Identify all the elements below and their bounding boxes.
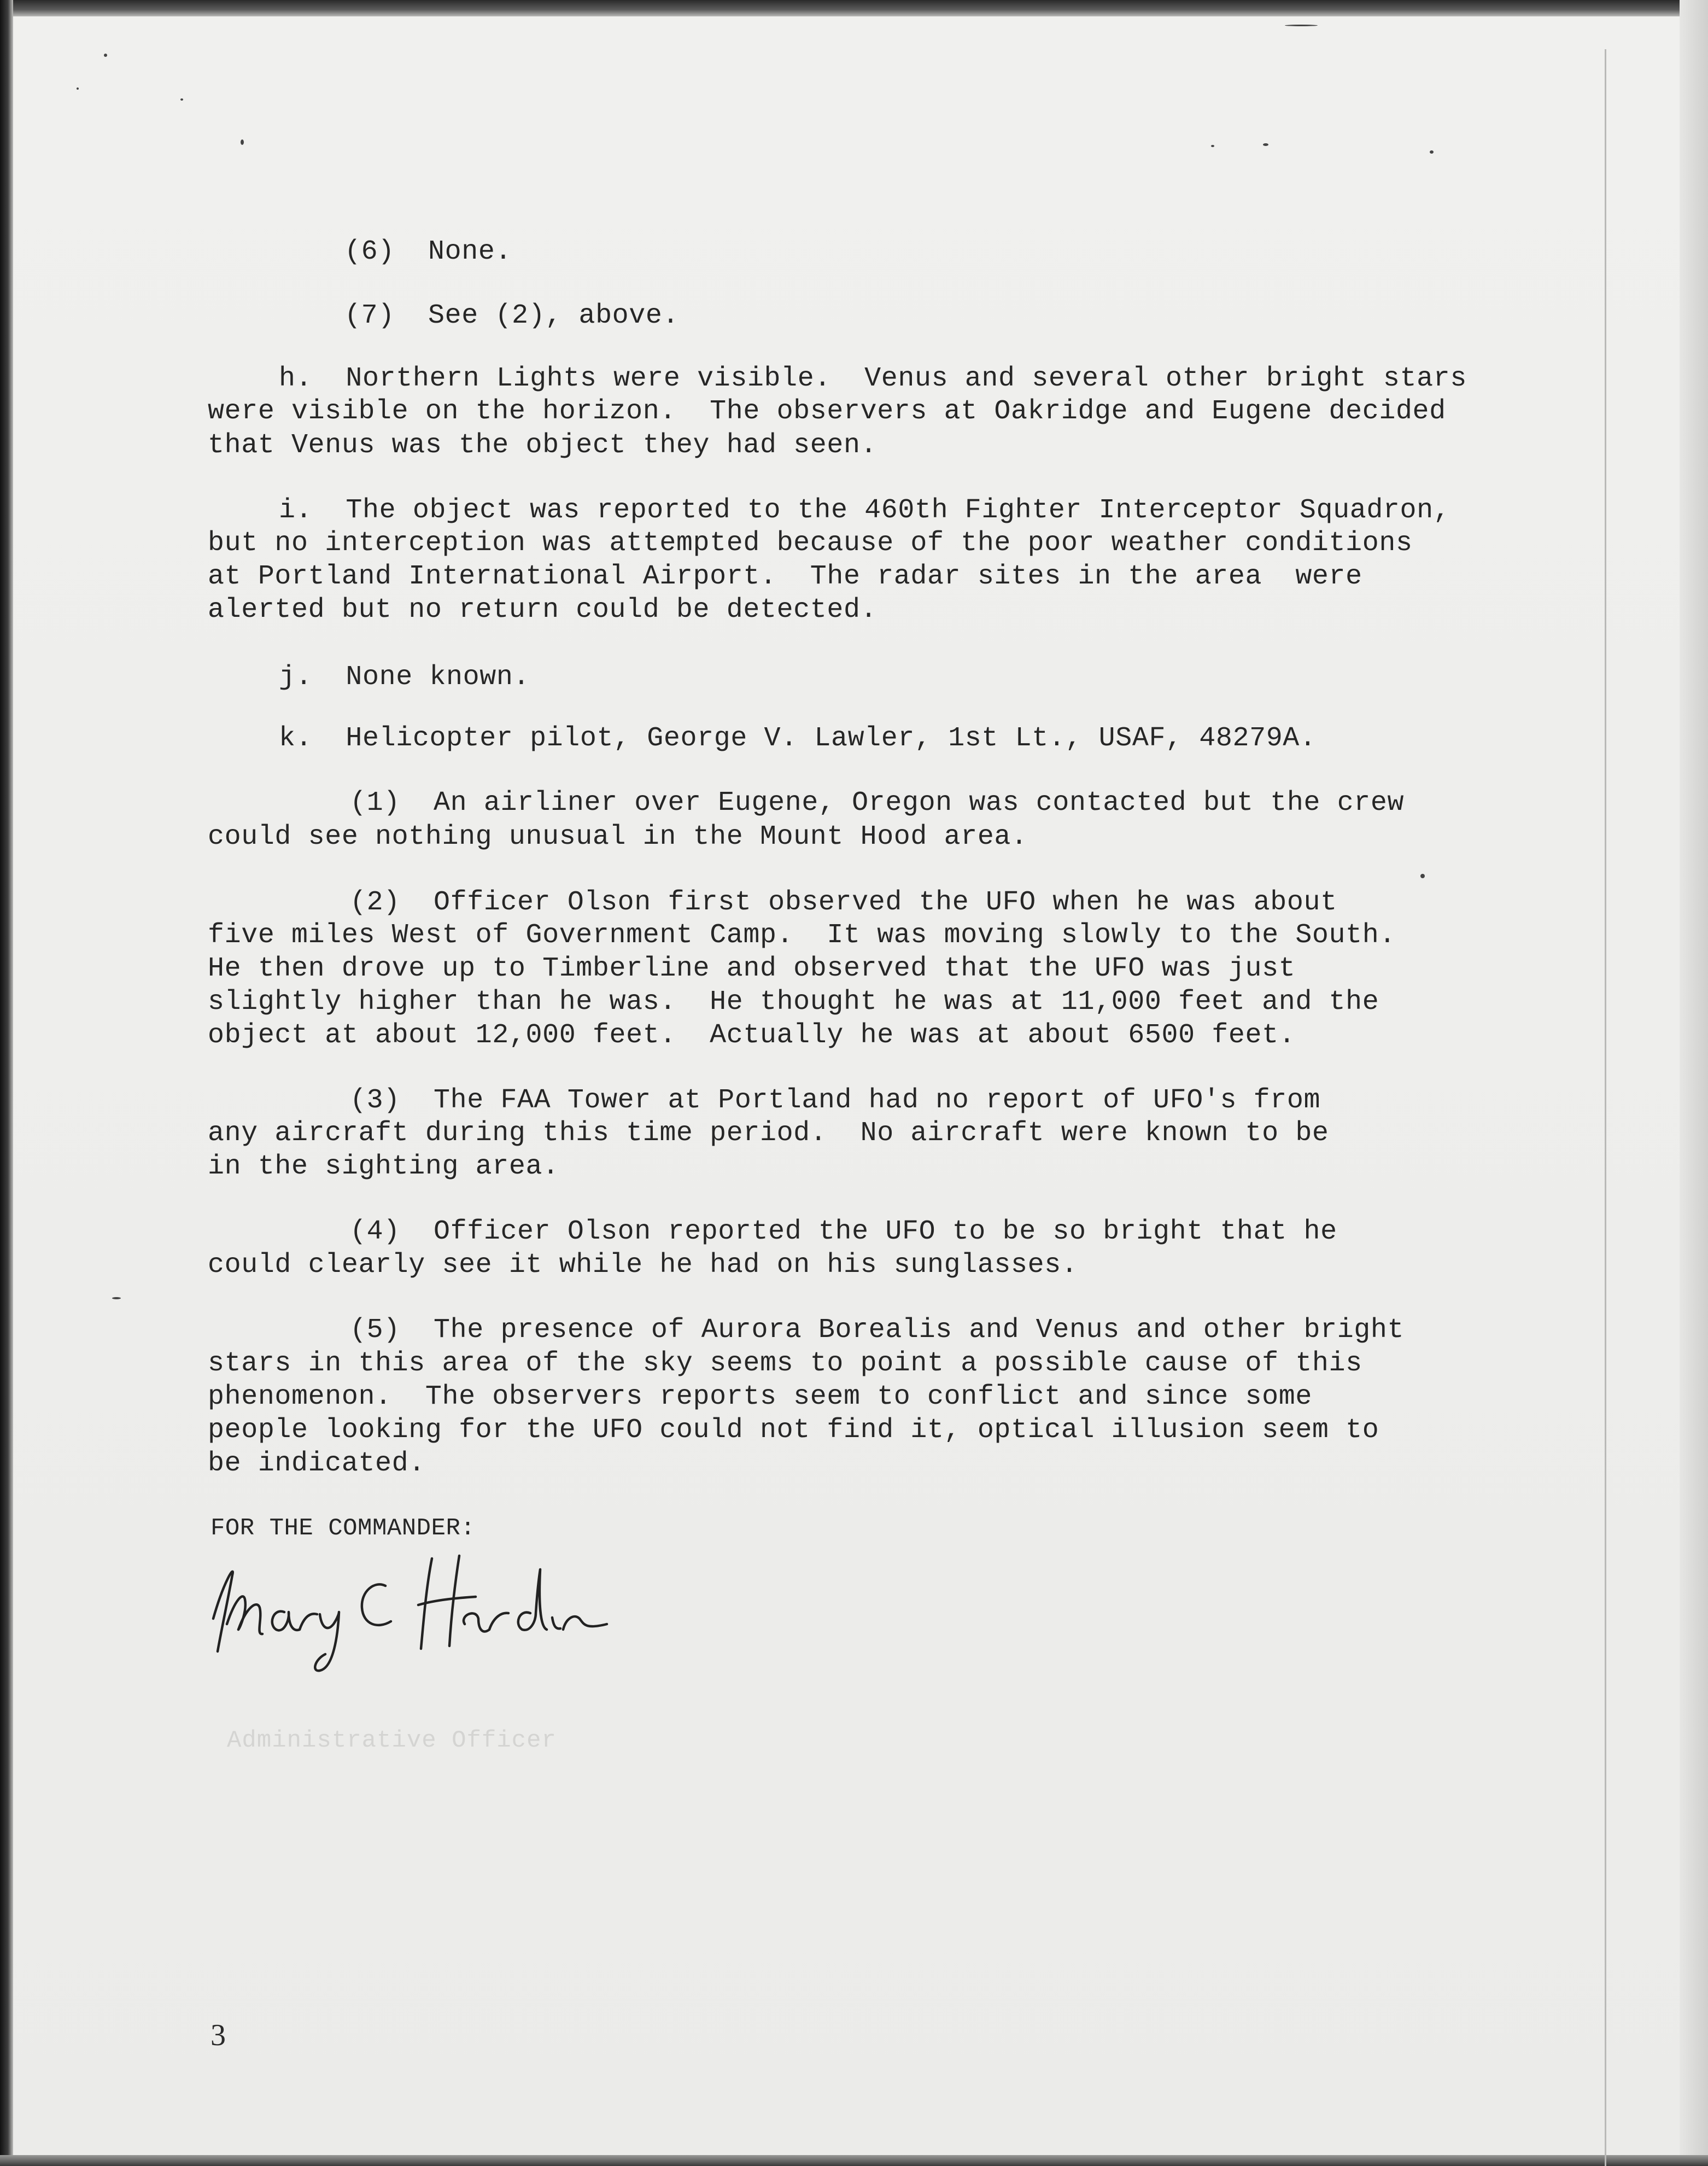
item-k3-line: any aircraft during this time period. No aircraft were known to be [208,1118,1329,1149]
item-g6: (6) None. [344,236,512,267]
fold-line [1605,49,1606,2166]
scan-edge-right [1680,0,1708,2166]
item-k4-line: could clearly see it while he had on his sunglasses. [208,1250,1078,1281]
item-k5-line: people looking for the UFO could not find it, optical illusion seem to [208,1415,1379,1446]
item-k-heading: k. Helicopter pilot, George V. Lawler, 1st Lt., USAF, 48279A. [279,723,1317,754]
scan-speck [112,1297,121,1299]
item-k2-line: five miles West of Government Camp. It was moving slowly to the South. [208,920,1396,951]
scan-speck [104,54,107,57]
item-i-line: i. The object was reported to the 460th Fighter Interceptor Squadron, [279,495,1450,526]
item-k2-line: He then drove up to Timberline and observed that the UFO was just [208,953,1296,984]
scan-edge-bottom [0,2155,1708,2166]
scan-speck [1263,143,1268,146]
item-k5-line: phenomenon. The observers reports seem to conflict and since some [208,1381,1312,1412]
item-k2-line: slightly higher than he was. He thought he was at 11,000 feet and the [208,986,1379,1018]
item-k2-line: (2) Officer Olson first observed the UFO when he was about [350,887,1337,918]
item-k5-line: (5) The presence of Aurora Borealis and Venus and other bright [350,1315,1405,1346]
item-k5-line: be indicated. [208,1448,425,1479]
scan-speck [1430,150,1434,154]
item-k3-line: (3) The FAA Tower at Portland had no report of UFO's from [350,1085,1321,1116]
scan-speck [241,139,244,145]
scan-speck [1420,874,1425,878]
item-g7: (7) See (2), above. [344,300,680,331]
item-j: j. None known. [279,662,530,693]
item-k4-line: (4) Officer Olson reported the UFO to be so bright that he [350,1216,1337,1247]
item-h-line: were visible on the horizon. The observers at Oakridge and Eugene decided [208,396,1446,427]
scan-edge-left [0,0,13,2166]
scan-speck [1285,25,1318,26]
item-k2-line: object at about 12,000 feet. Actually he was at about 6500 feet. [208,1020,1296,1051]
item-i-line: but no interception was attempted because of the poor weather conditions [208,528,1413,559]
item-h-line: that Venus was the object they had seen. [208,430,878,461]
item-i-line: at Portland International Airport. The radar sites in the area were [208,561,1362,592]
handwritten-signature [202,1548,618,1673]
scan-edge-top [0,0,1708,16]
scan-speck [1211,145,1214,147]
item-k1-line: could see nothing unusual in the Mount Hood area. [208,821,1028,853]
item-k1-line: (1) An airliner over Eugene, Oregon was contacted but the crew [350,787,1405,819]
item-i-line: alerted but no return could be detected. [208,594,878,626]
scan-speck [77,87,79,90]
item-k3-line: in the sighting area. [208,1151,559,1182]
item-h-line: h. Northern Lights were visible. Venus and several other bright stars [279,363,1467,394]
scan-speck [180,98,183,101]
signer-title: Administrative Officer [227,1727,557,1754]
page-number: 3 [210,2018,226,2052]
item-k5-line: stars in this area of the sky seems to point a possible cause of this [208,1348,1362,1379]
closing-line: FOR THE COMMANDER: [210,1515,476,1542]
